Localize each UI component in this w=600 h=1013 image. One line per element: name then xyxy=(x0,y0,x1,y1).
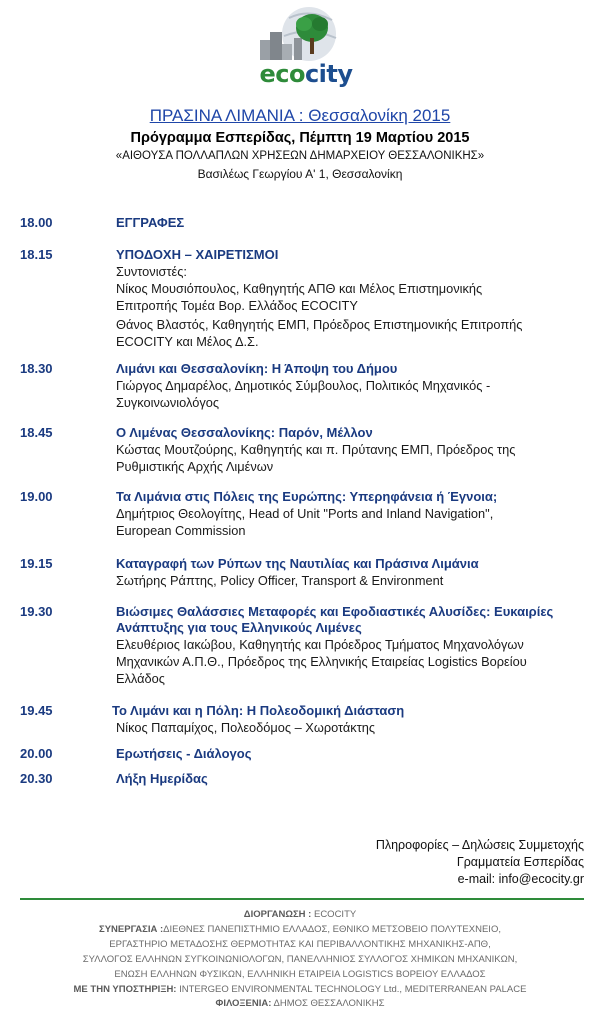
session-time: 19.45 xyxy=(20,703,53,718)
session-detail: Επιτροπής Τομέα Βορ. Ελλάδος ECOCITY xyxy=(116,298,358,313)
ecocity-logo xyxy=(250,6,360,86)
contact-email[interactable]: e-mail: info@ecocity.gr xyxy=(457,872,584,886)
session-title: Καταγραφή των Ρύπων της Ναυτιλίας και Πράσινα Λιμάνια xyxy=(116,556,479,571)
session-title-continued: Ανάπτυξης για τους Ελληνικούς Λιμένες xyxy=(116,620,362,635)
footer-synergy-label: ΣΥΝΕΡΓΑΣΙΑ : xyxy=(99,924,164,935)
footer-host-value: ΔΗΜΟΣ ΘΕΣΣΑΛΟΝΙΚΗΣ xyxy=(271,998,385,1009)
session-title: ΕΓΓΡΑΦΕΣ xyxy=(116,215,185,230)
session-time: 19.15 xyxy=(20,556,53,571)
session-detail: Νίκος Παπαμίχος, Πολεοδόμος – Χωροτάκτης xyxy=(116,720,376,735)
footer-support-value: INTERGEO ENVIRONMENTAL TECHNOLOGY Ltd., MEDITERRANEAN PALACE xyxy=(176,984,527,995)
session-time: 20.00 xyxy=(20,746,53,761)
contact-secretariat: Γραμματεία Εσπερίδας xyxy=(456,855,584,869)
session-detail: Ρυθμιστικής Αρχής Λιμένων xyxy=(116,459,274,474)
session-title: Ο Λιμένας Θεσσαλονίκης: Παρόν, Μέλλον xyxy=(116,425,373,440)
logo-eco-text: eco xyxy=(259,60,305,88)
session-time: 20.30 xyxy=(20,771,53,786)
footer-host-label: ΦΙΛΟΞΕΝΙΑ: xyxy=(215,998,272,1009)
session-detail: Συγκοινωνιολόγος xyxy=(116,395,220,410)
logo-city-text: city xyxy=(304,60,353,88)
session-title: Βιώσιμες Θαλάσσιες Μεταφορές και Εφοδιαστικές Αλυσίδες: Ευκαιρίες xyxy=(116,604,554,619)
footer-synergy-value: ΔΙΕΘΝΕΣ ΠΑΝΕΠΙΣΤΗΜΙΟ ΕΛΛΑΔΟΣ, ΕΘΝΙΚΟ ΜΕΤΣΟΒΕΙΟ ΠΟΛΥΤΕΧΝΕΙΟ, xyxy=(163,924,501,935)
footer-divider xyxy=(20,898,584,900)
session-detail: Νίκος Μουσιόπουλος, Καθηγητής ΑΠΘ και Μέλος Επιστημονικής xyxy=(116,281,483,296)
footer-synergy-line: ΕΝΩΣΗ ΕΛΛΗΝΩΝ ΦΥΣΙΚΩΝ, ΕΛΛΗΝΙΚΗ ΕΤΑΙΡΕΙΑ LOGISTICS ΒΟΡΕΙΟΥ ΕΛΛΑΔΟΣ xyxy=(114,969,486,980)
footer-host xyxy=(0,998,600,1009)
session-title: Το Λιμάνι και η Πόλη: Η Πολεοδομική Διάσταση xyxy=(112,703,405,718)
contact-info-label: Πληροφορίες – Δηλώσεις Συμμετοχής xyxy=(375,838,584,852)
footer-synergy-line: ΣΥΛΛΟΓΟΣ ΕΛΛΗΝΩΝ ΣΥΓΚΟΙΝΩΝΙΟΛΟΓΩΝ, ΠΑΝΕΛΛΗΝΙΟΣ ΣΥΛΛΟΓΟΣ ΧΗΜΙΚΩΝ ΜΗΧΑΝΙΚΩΝ, xyxy=(82,954,518,965)
footer-synergy-line: ΕΡΓΑΣΤΗΡΙΟ ΜΕΤΑΔΟΣΗΣ ΘΕΡΜΟΤΗΤΑΣ ΚΑΙ ΠΕΡΙΒΑΛΛΟΝΤΙΚΗΣ ΜΗΧΑΝΙΚΗΣ-ΑΠΘ, xyxy=(109,939,491,950)
session-detail: ECOCITY και Μέλος Δ.Σ. xyxy=(116,334,259,349)
session-title: Λήξη Ημερίδας xyxy=(116,771,208,786)
session-title: Ερωτήσεις - Διάλογος xyxy=(116,746,252,761)
venue-address: Βασιλέως Γεωργίου Α' 1, Θεσσαλονίκη xyxy=(197,167,403,181)
page-title: ΠΡΑΣΙΝΑ ΛΙΜΑΝΙΑ : Θεσσαλονίκη 2015 xyxy=(149,106,451,125)
footer-support xyxy=(0,984,600,995)
session-detail: Ελλάδος xyxy=(116,671,165,686)
session-detail: Μηχανικών Α.Π.Θ., Πρόεδρος της Ελληνικής Εταιρείας Logistics Βορείου xyxy=(116,654,527,669)
footer-organizer xyxy=(0,909,600,920)
session-detail: Γιώργος Δημαρέλος, Δημοτικός Σύμβουλος, Πολιτικός Μηχανικός - xyxy=(116,378,491,393)
page-subtitle: Πρόγραμμα Εσπερίδας, Πέμπτη 19 Μαρτίου 2015 xyxy=(130,130,470,146)
session-detail: Θάνος Βλαστός, Καθηγητής ΕΜΠ, Πρόεδρος Επιστημονικής Επιτροπής xyxy=(116,317,523,332)
session-detail: Κώστας Μουτζούρης, Καθηγητής και π. Πρύτανης ΕΜΠ, Πρόεδρος της xyxy=(116,442,516,457)
session-time: 18.00 xyxy=(20,215,53,230)
footer-organizer-value: ECOCITY xyxy=(311,909,357,920)
session-time: 19.00 xyxy=(20,489,53,504)
session-title: Λιμάνι και Θεσσαλονίκη: Η Άποψη του Δήμου xyxy=(116,361,398,376)
globe-tree-icon xyxy=(254,6,354,64)
session-time: 19.30 xyxy=(20,604,53,619)
venue-name: «ΑΙΘΟΥΣΑ ΠΟΛΛΑΠΛΩΝ ΧΡΗΣΕΩΝ ΔΗΜΑΡΧΕΙΟΥ ΘΕΣΣΑΛΟΝΙΚΗΣ» xyxy=(115,150,485,162)
session-time: 18.45 xyxy=(20,425,53,440)
footer-organizer-label: ΔΙΟΡΓΑΝΩΣΗ : xyxy=(243,909,312,920)
session-detail: Σωτήρης Ράπτης, Policy Officer, Transport & Environment xyxy=(116,573,444,588)
session-time: 18.30 xyxy=(20,361,53,376)
session-title: Τα Λιμάνια στις Πόλεις της Ευρώπης: Υπερηφάνεια ή Έγνοια; xyxy=(116,489,498,504)
session-detail: Συντονιστές: xyxy=(116,264,187,279)
session-time: 18.15 xyxy=(20,247,53,262)
footer-support-label: ΜΕ ΤΗΝ ΥΠΟΣΤΗΡΙΞΗ: xyxy=(73,984,177,995)
session-detail: Ελευθέριος Ιακώβου, Καθηγητής και Πρόεδρος Τμήματος Μηχανολόγων xyxy=(116,637,524,652)
session-title: ΥΠΟΔΟΧΗ – ΧΑΙΡΕΤΙΣΜΟΙ xyxy=(116,247,279,262)
session-detail: European Commission xyxy=(116,523,246,538)
session-detail: Δημήτριος Θεολογίτης, Head of Unit "Ports and Inland Navigation", xyxy=(116,506,494,521)
footer-synergy xyxy=(0,924,600,935)
